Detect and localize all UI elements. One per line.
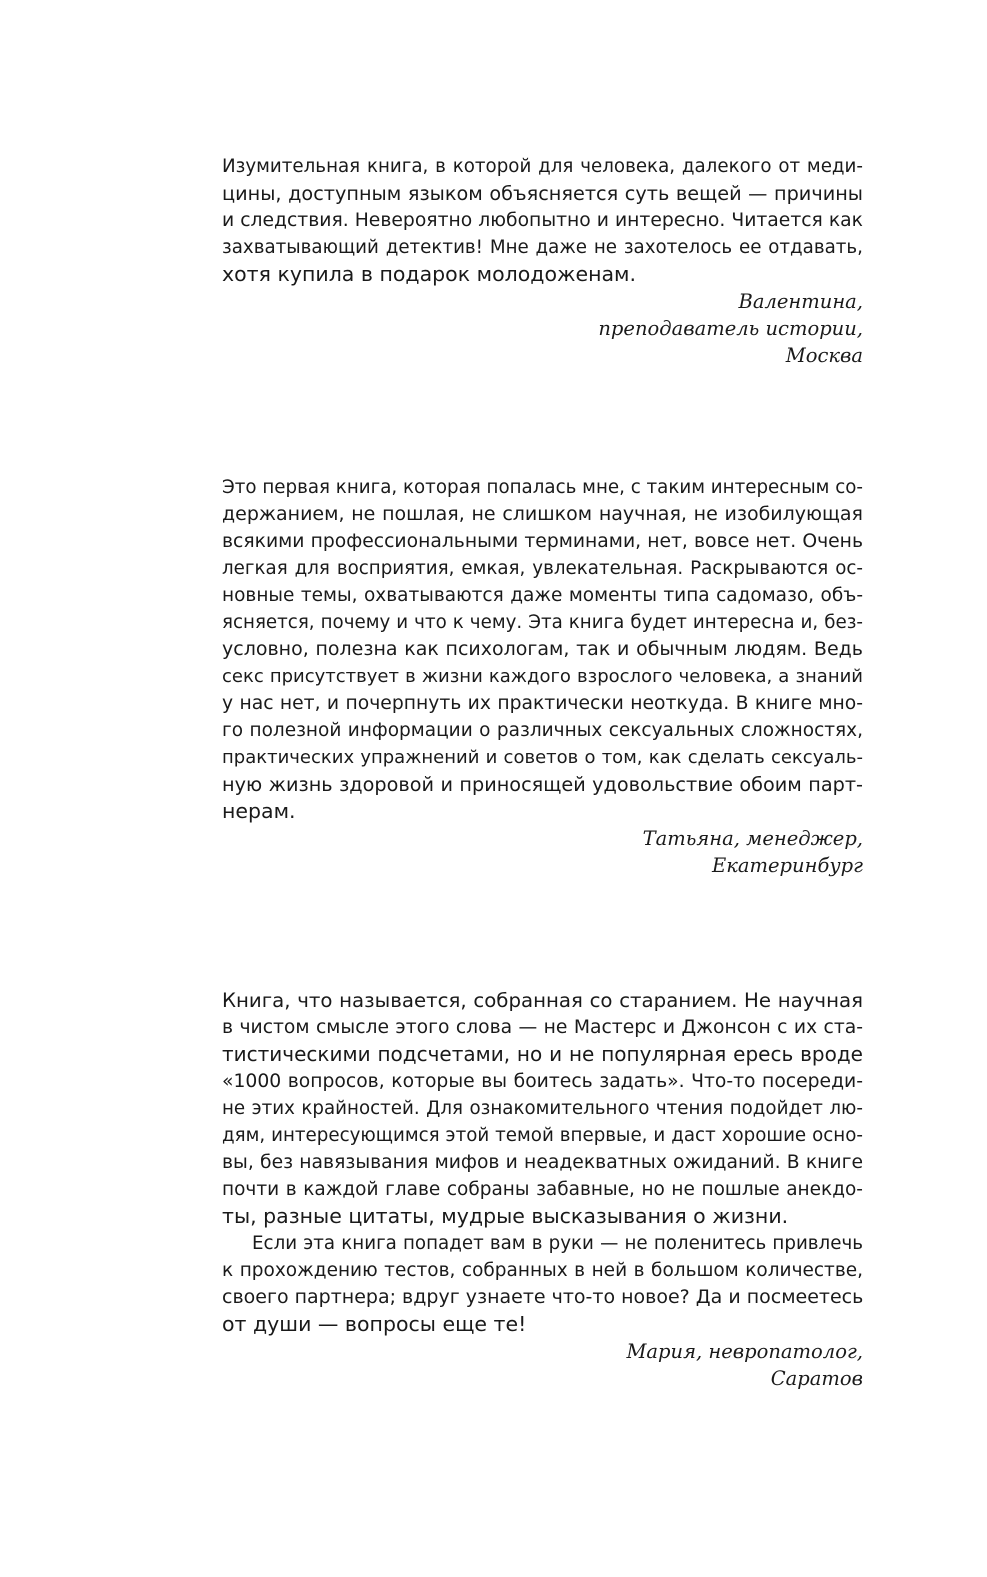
text-line: ясняется, почему и что к чему. Эта книга будет интересна и, без- xyxy=(222,612,863,633)
review-signature xyxy=(222,288,863,369)
text-line: легкая для восприятия, емкая, увлекательная. Раскрываются ос- xyxy=(222,558,863,579)
review-text xyxy=(222,153,863,288)
signature-line: Мария, невропатолог, xyxy=(626,1340,863,1363)
text-line: Изумительная книга, в которой для человека, далекого от меди- xyxy=(222,156,863,177)
review-signature xyxy=(222,1338,863,1392)
signature-line: Саратов xyxy=(770,1367,863,1390)
text-line: не этих крайностей. Для ознакомительного чтения подойдет лю- xyxy=(222,1098,863,1119)
text-line: всякими профессиональными терминами, нет, вовсе нет. Очень xyxy=(222,531,863,552)
text-line: Книга, что называется, собранная со старанием. Не научная xyxy=(222,989,863,1012)
text-line: практических упражнений и советов о том, как сделать сексуаль- xyxy=(222,747,863,768)
signature-line: Татьяна, менеджер, xyxy=(642,827,863,850)
signature-line: Москва xyxy=(785,344,863,367)
text-line: новные темы, охватываются даже моменты типа садомазо, объ- xyxy=(222,585,863,606)
text-line: у нас нет, и почерпнуть их практически неоткуда. В книге мно- xyxy=(222,693,863,714)
signature-line: Валентина, xyxy=(738,290,863,313)
text-line: к прохождению тестов, собранных в ней в большом количестве, xyxy=(222,1260,863,1281)
review-text xyxy=(222,474,863,825)
text-line: вы, без навязывания мифов и неадекватных ожиданий. В книге xyxy=(222,1152,863,1173)
text-line: секс присутствует в жизни каждого взрослого человека, а знаний xyxy=(222,666,863,687)
text-line: и следствия. Невероятно любопытно и интересно. Читается как xyxy=(222,210,863,231)
text-line: почти в каждой главе собраны забавные, но не пошлые анекдо- xyxy=(222,1179,863,1200)
text-line: от души — вопросы еще те! xyxy=(222,1312,527,1336)
text-line: условно, полезна как психологам, так и обычным людям. Ведь xyxy=(222,638,863,660)
text-line: тистическими подсчетами, но и не популярная ересь вроде xyxy=(222,1042,863,1066)
text-line: Если эта книга попадет вам в руки — не поленитесь привлечь xyxy=(252,1233,863,1254)
text-line: «1000 вопросов, которые вы боитесь задать». Что-то посереди- xyxy=(222,1071,863,1092)
text-line: захватывающий детектив! Мне даже не захотелось ее отдавать, xyxy=(222,237,863,258)
review-maria xyxy=(222,987,863,1392)
text-line: хотя купила в подарок молодоженам. xyxy=(222,262,637,286)
text-line: в чистом смысле этого слова — не Мастерс и Джонсон с их ста- xyxy=(222,1017,863,1038)
text-line: ную жизнь здоровой и приносящей удовольствие обоим парт- xyxy=(222,773,863,796)
signature-line: преподаватель истории, xyxy=(598,317,863,340)
review-tatyana xyxy=(222,474,863,879)
text-line: ты, разные цитаты, мудрые высказывания о жизни. xyxy=(222,1204,789,1228)
review-signature xyxy=(222,825,863,879)
text-line: нерам. xyxy=(222,799,296,823)
review-text xyxy=(222,987,863,1338)
review-valentina xyxy=(222,153,863,369)
signature-line: Екатеринбург xyxy=(712,854,863,877)
text-line: своего партнера; вдруг узнаете что-то новое? Да и посмеетесь xyxy=(222,1286,864,1308)
text-line: дям, интересующимся этой темой впервые, и даст хорошие осно- xyxy=(222,1125,863,1146)
text-line: Это первая книга, которая попалась мне, с таким интересным со- xyxy=(222,477,864,498)
text-line: го полезной информации о различных сексуальных сложностях, xyxy=(222,720,863,741)
text-line: держанием, не пошлая, не слишком научная, не изобилующая xyxy=(222,503,863,525)
text-line: цины, доступным языком объясняется суть вещей — причины xyxy=(222,182,863,205)
